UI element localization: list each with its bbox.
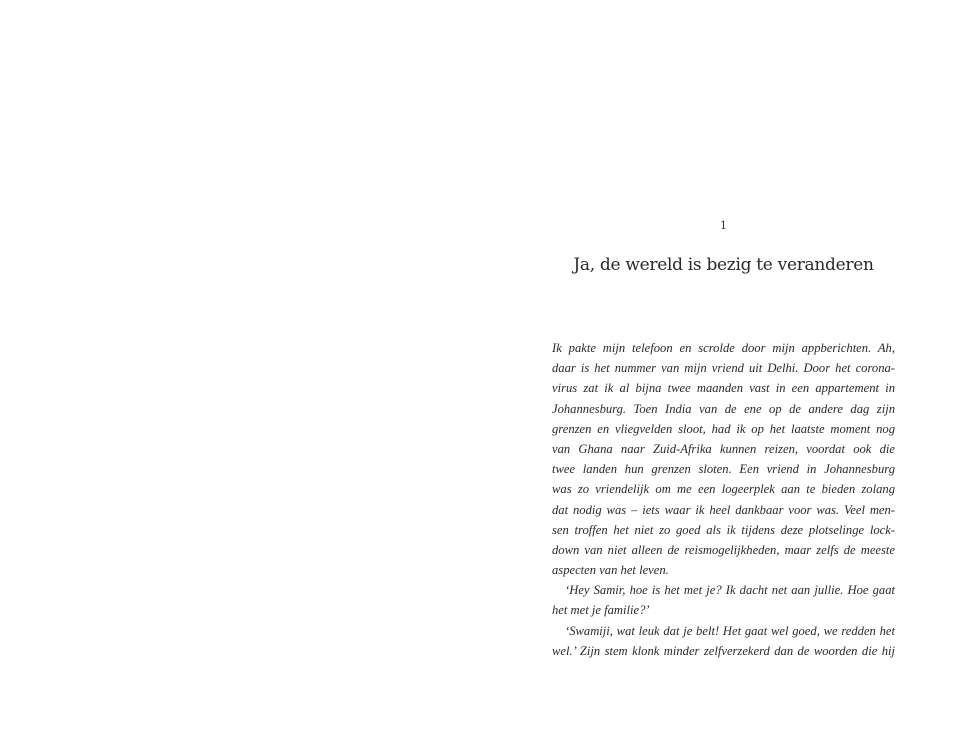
text-line: van Ghana naar Zuid-Afrika kunnen reizen, voordat ook die [552,441,895,456]
text-line: wel.’ Zijn stem klonk minder zelfverzekerd dan de woorden die hij [552,643,895,658]
text-line: dat nodig was – iets waar ik heel dankbaar voor was. Veel men- [552,502,895,517]
chapter-title: Ja, de wereld is bezig te veranderen [573,255,874,275]
text-line: aspecten van het leven. [552,563,669,578]
text-line: virus zat ik al bijna twee maanden vast in een appartement in [552,381,895,396]
text-line: ‘Swamiji, wat leuk dat je belt! Het gaat wel goed, we redden het [565,623,895,638]
text-line: grenzen en vliegvelden sloot, had ik op het laatste moment nog [552,421,895,436]
text-line: Ik pakte mijn telefoon en scrolde door mijn appberichten. Ah, [552,341,895,355]
text-line: down van niet alleen de reismogelijkheden, maar zelfs de meeste [552,542,895,557]
text-line: was zo vriendelijk om me een logeerplek aan te bieden zolang [552,482,895,497]
text-line: daar is het nummer van mijn vriend uit Delhi. Door het corona- [552,361,895,376]
chapter-number: 1 [720,219,727,232]
text-line: ‘Hey Samir, hoe is het met je? Ik dacht net aan jullie. Hoe gaat [565,583,895,598]
body-text [552,338,895,661]
text-line: sen troffen het niet zo goed als ik tijdens deze plotselinge lock- [552,522,895,537]
text-line: twee landen hun grenzen sloten. Een vriend in Johannesburg [552,462,895,477]
text-line: Johannesburg. Toen India van de ene op de andere dag zijn [552,401,895,416]
text-line: het met je familie?’ [552,603,650,618]
left-page [0,0,485,745]
